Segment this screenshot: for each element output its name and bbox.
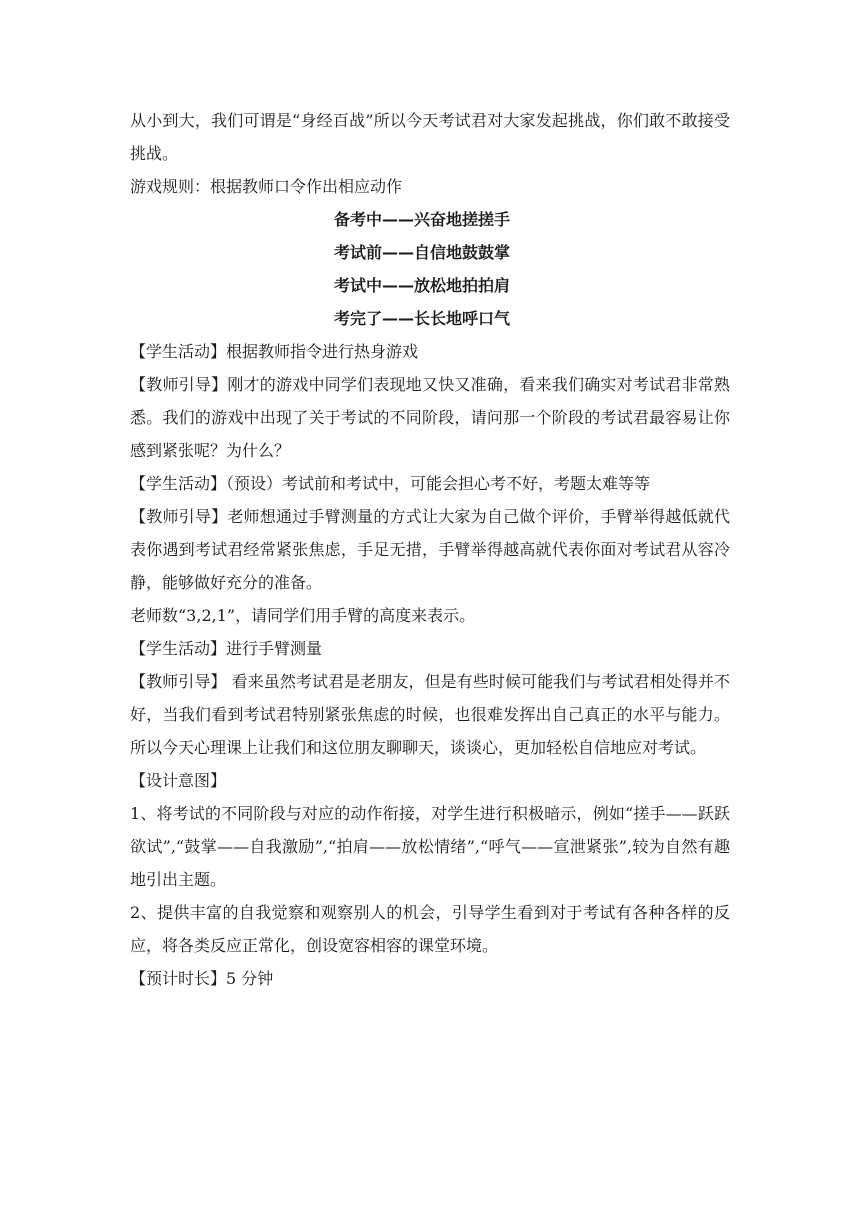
rules-list	[130, 203, 730, 335]
game-rules-heading: 游戏规则：根据教师口令作出相应动作	[130, 177, 403, 196]
rule-item: 考完了——长长地呼口气	[334, 309, 511, 328]
design-intent-point-2: 2、提供丰富的自我觉察和观察别人的机会，引导学生看到对于考试有各种各样的反应，将各类反应正常化，创设宽容相容的课堂环境。	[130, 903, 730, 955]
countdown-instruction: 老师数“3,2,1”，请同学们用手臂的高度来表示。	[130, 606, 476, 625]
estimated-duration: 【预计时长】5 分钟	[130, 969, 274, 988]
student-activity-1: 【学生活动】根据教师指令进行热身游戏	[130, 342, 419, 361]
rule-item: 考试中——放松地拍拍肩	[334, 276, 511, 295]
intro-paragraph: 从小到大，我们可谓是“身经百战”所以今天考试君对大家发起挑战，你们敢不敢接受挑战。	[130, 111, 730, 163]
teacher-guidance-1: 【教师引导】刚才的游戏中同学们表现地又快又准确，看来我们确实对考试君非常熟悉。我们的游戏中出现了关于考试的不同阶段，请问那一个阶段的考试君最容易让你感到紧张呢？为什么？	[130, 375, 730, 460]
teacher-guidance-2: 【教师引导】老师想通过手臂测量的方式让大家为自己做个评价，手臂举得越低就代表你遇到考试君经常紧张焦虑，手足无措，手臂举得越高就代表你面对考试君从容冷静，能够做好充分的准备。	[130, 507, 730, 592]
teacher-guidance-3: 【教师引导】 看来虽然考试君是老朋友，但是有些时候可能我们与考试君相处得并不好，当我们看到考试君特别紧张焦虑的时候，也很难发挥出自己真正的水平与能力。所以今天心理课上让我们和这位朋友聊聊天，谈谈心，更加轻松自信地应对考试。	[130, 672, 730, 757]
design-intent-heading: 【设计意图】	[130, 771, 227, 790]
student-activity-2: 【学生活动】（预设）考试前和考试中，可能会担心考不好，考题太难等等	[130, 474, 651, 493]
document-page	[130, 104, 730, 995]
rule-item: 备考中——兴奋地搓搓手	[334, 210, 511, 229]
rule-item: 考试前——自信地鼓鼓掌	[334, 243, 511, 262]
student-activity-3: 【学生活动】进行手臂测量	[130, 639, 323, 658]
design-intent-point-1: 1、将考试的不同阶段与对应的动作衔接，对学生进行积极暗示，例如“搓手——跃跃欲试”,“鼓掌——自我激励”,“拍肩——放松情绪”,“呼气——宣泄紧张”,较为自然有趣地引出主题。	[130, 804, 730, 889]
